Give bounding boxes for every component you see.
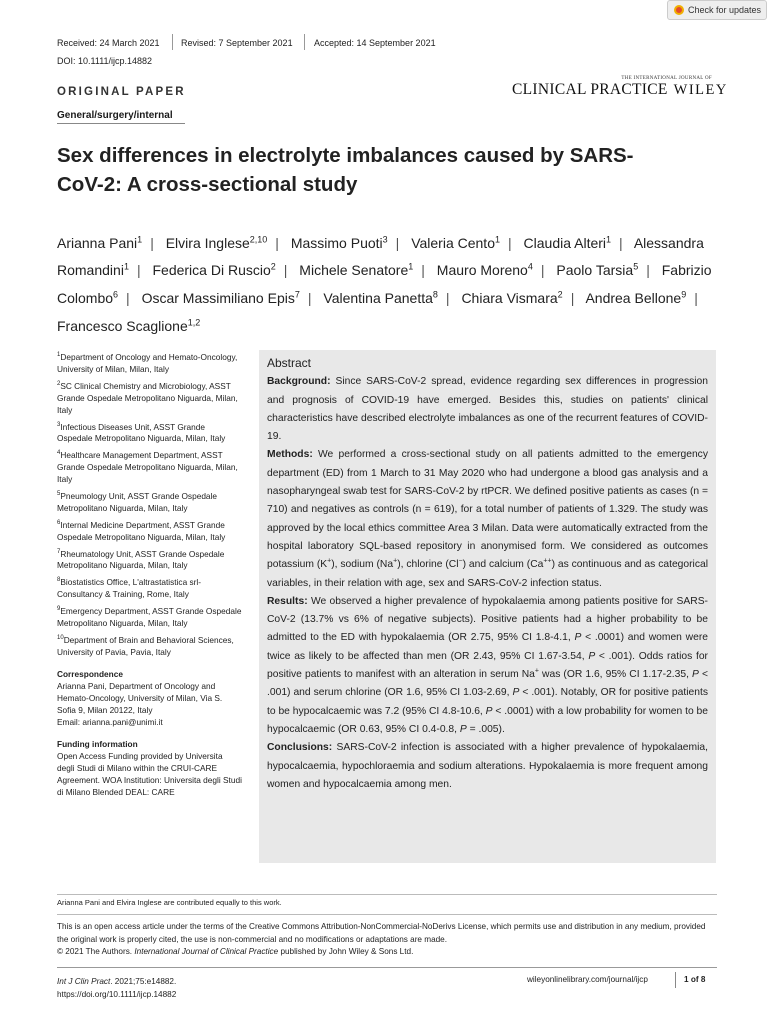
author-separator: | [570,289,575,306]
abstract-box [259,350,716,863]
accepted-date: Accepted: 14 September 2021 [314,38,436,48]
author-separator: | [136,262,141,279]
abstract-results: Results: We observed a higher prevalence of hypokalaemia among patients positive for SARS-CoV-2 (13.7% vs 6% of negative subjects). Positive patients had a higher probability to be admitted to the ED with hypokalaemia (OR 2.75, 95% CI 1.8-4.1, P < .0001) and women were twice as likely to be affected than men (OR 2.43, 95% CI 1.67-3.54, P < .001). Odds ratios for positive patients to manifest with an alteration in serum Na+ was (OR 1.6, 95% CI 1.17-2.35, P < .001) and serum chlorine (OR 1.6, 95% CI 1.03-2.69, P < .001). Notably, OR for positive patients to be hypocalcaemic was 7.2 (95% CI 4.8-10.6, P < .0001) with a low probability for women to be hypocalcaemic (OR 0.63, 95% CI 0.4-0.8, P = .005). [267,595,709,735]
wiley-logo: WILEY [673,82,728,98]
author-list [57,227,717,338]
author-name: Valentina Panetta$^8$ [323,289,438,306]
author-name: Francesco Scaglione$^{1,2}$ [57,316,201,334]
abstract-background: Background: Since SARS-CoV-2 spread, evidence regarding sex differences in progression and prognosis of COVID-19 have emerged. Besides this, studies on patients' clinical characteristics have described electrolyte imbalances as one of the recurrent features of COVID-19. [267,376,708,443]
funding-text: Open Access Funding provided by Universita degli Studi di Milano within the CRUI-CARE Agreement. WOA Institution: Universita degli Studi di Milano Blended DEAL: CARE [57,750,242,797]
affiliation-item: $^1$Department of Oncology and Hemato-Oncology, University of Milan, Milan, Italy [57,351,238,374]
abstract-conclusions: Conclusions: SARS-CoV-2 infection is associated with a higher prevalence of hypokalaemia, hypocalcaemia, hypochloraemia and sodium alterations. Hypokalaemia is more frequent among women and hypocalcaemia among men. [267,742,708,790]
author-name: Elvira Inglese$^{2,10}$ [165,234,268,251]
footer-site-link[interactable]: wileyonlinelibrary.com/journal/ijcp [527,975,648,984]
subject-label: General/surgery/internal [57,110,173,121]
footnote-divider [57,894,717,895]
author-name: Massimo Puoti$^3$ [290,234,388,251]
license-divider [57,914,717,915]
received-date: Received: 24 March 2021 [57,38,160,48]
footer-divider [57,967,717,968]
page-number: 1 of 8 [684,975,706,984]
paper-title: Sex differences in electrolyte imbalances caused by SARS-CoV-2: A cross-sectional study [57,144,634,196]
author-name: Fabrizio Colombo$^6$ [57,262,712,306]
affiliation-item: $^7$Rheumatology Unit, ASST Grande Ospedale Metropolitano Niguarda, Milan, Italy [57,548,225,571]
footer-doi-link[interactable]: https://doi.org/10.1111/ijcp.14882 [57,990,177,999]
affiliation-item: $^9$Emergency Department, ASST Grande Ospedale Metropolitano Niguarda, Milan, Italy [57,605,242,628]
author-name: Andrea Bellone$^9$ [585,289,687,306]
abstract-heading: Abstract [267,356,312,370]
revised-date: Revised: 7 September 2021 [181,38,293,48]
author-separator: | [694,289,698,306]
author-separator: | [540,262,545,279]
journal-logo [512,76,728,99]
subject-underline [57,123,185,124]
author-separator: | [646,262,650,279]
check-for-updates-label: Check for updates [688,5,762,15]
author-name: Alessandra Romandini$^1$ [57,234,704,279]
header-divider [172,34,173,50]
author-separator: | [421,262,425,279]
author-separator: | [126,289,130,306]
affiliation-item: $^{10}$Department of Brain and Behavioral Sciences, University of Pavia, Pavia, Italy [57,634,234,657]
author-name: Chiara Vismara$^2$ [461,289,563,306]
check-for-updates-button[interactable] [667,0,767,20]
author-separator: | [275,234,279,251]
license-text: This is an open access article under the terms of the Creative Commons Attribution-NonCommercial-NoDerivs License, which permits use and distribution in any medium, provided the original work is properly cited, the use is non-commercial and no modifications or adaptations are made. © 2021 The Authors. International Journal of Clinical Practice published by John Wiley & Sons Ltd. [57,922,706,956]
equal-contribution-note: Arianna Pani and Elvira Inglese are contributed equally to this work. [57,898,282,907]
author-name: Paolo Tarsia$^5$ [556,261,639,279]
abstract-methods: Methods: We performed a cross-sectional study on all patients admitted to the emergency department (ED) from 1 March to 31 May 2020 who had undergone a blood gas analysis and a nasopharyngeal swab test for SARS-CoV-2 by rtPCR. We defined positive patients as cases (n = 710) and negatives as controls (n = 619), for a total number of patients of 1.329. The study was approved by the local ethics committee Area 3 Milan. Data were automatically extracted from the hospital laboratory SQL-based repository in anonymised form. We considered as outcomes potassium (K+), sodium (Na+), chlorine (Cl−) and calcium (Ca++) as continuous and as categorical variables, in their relation with age, sex and SARS-CoV-2 infection status. [267,449,709,589]
author-name: Federica Di Ruscio$^2$ [152,261,276,279]
author-separator: | [283,262,288,279]
author-separator: | [150,234,154,251]
header-divider [304,34,305,50]
correspondence-email[interactable]: Email: arianna.pani@unimi.it [57,716,163,727]
author-name: Valeria Cento$^1$ [411,234,500,251]
doi-header: DOI: 10.1111/ijcp.14882 [57,56,153,66]
correspondence-heading: Correspondence [57,668,123,679]
author-name: Mauro Moreno$^4$ [436,261,533,279]
author-name: Claudia Alteri$^1$ [523,234,612,251]
footer-citation: Int J Clin Pract. 2021;75:e14882. https://doi.org/10.1111/ijcp.14882 [57,977,177,999]
section-label: ORIGINAL PAPER [57,86,186,98]
correspondence-text: Arianna Pani, Department of Oncology and Hemato-Oncology, University of Milan, Via S. Sofia 9, Milan 20122, Italy [57,680,223,715]
author-separator: | [445,289,450,306]
footer-page-divider [675,972,676,988]
journal-logo-small: THE INTERNATIONAL JOURNAL OF [621,76,712,81]
author-separator: | [395,234,400,251]
crossmark-icon [674,5,684,15]
author-name: Oscar Massimiliano Epis$^7$ [141,289,300,306]
affiliation-item: $^2$SC Clinical Chemistry and Microbiology, ASST Grande Ospedale Metropolitano Niguarda, Milan, Italy [57,380,238,415]
affiliations-column [57,349,242,798]
author-separator: | [508,234,512,251]
affiliation-item: $^3$Infectious Diseases Unit, ASST Grande Ospedale Metropolitano Niguarda, Milan, Italy [57,421,226,444]
funding-heading: Funding information [57,738,138,749]
author-separator: | [619,234,623,251]
author-name: Arianna Pani$^1$ [57,234,143,251]
affiliation-item: $^8$Biostatistics Office, L'altrastatistica srl-Consultancy & Training, Rome, Italy [57,577,202,600]
author-name: Michele Senatore$^1$ [299,261,414,279]
affiliation-item: $^6$Internal Medicine Department, ASST Grande Ospedale Metropolitano Niguarda, Milan, Italy [57,519,226,542]
affiliation-item: $^4$Healthcare Management Department, ASST Grande Ospedale Metropolitano Niguarda, Milan, Italy [57,450,238,485]
journal-logo-name: CLINICAL PRACTICE [512,81,668,98]
author-separator: | [307,289,312,306]
affiliation-item: $^5$Pneumology Unit, ASST Grande Ospedale Metropolitano Niguarda, Milan, Italy [57,490,217,513]
